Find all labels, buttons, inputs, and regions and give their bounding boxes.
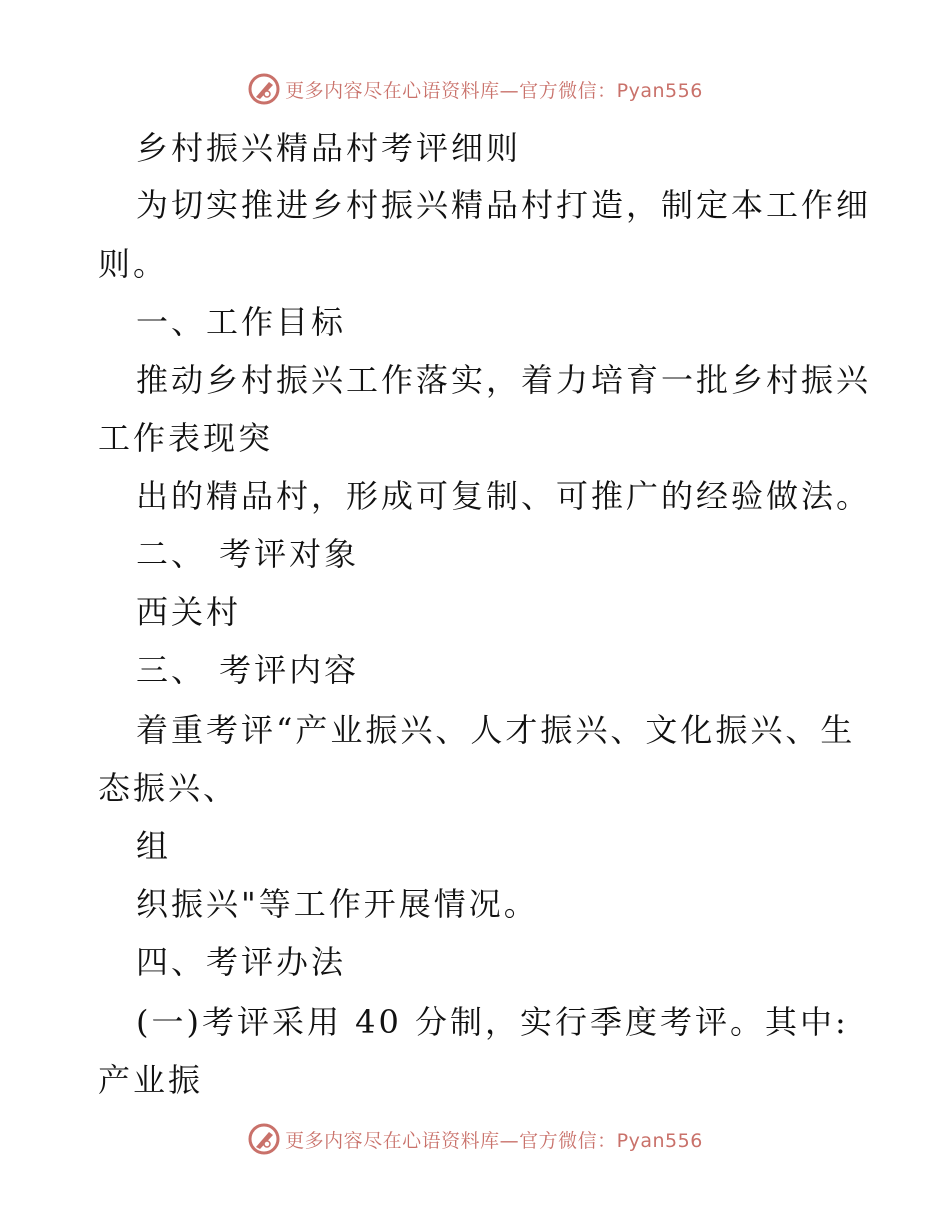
document-title: 乡村振兴精品村考评细则 <box>136 129 522 167</box>
paragraph-line: 着重考评“产业振兴、人才振兴、文化振兴、生 <box>136 711 856 749</box>
paragraph-line: 为切实推进乡村振兴精品村打造，制定本工作细 <box>136 186 872 224</box>
paragraph-line: 工作表现突 <box>98 419 274 457</box>
brush-logo-icon <box>247 72 281 106</box>
paragraph-line: (一)考评采用 40 分制，实行季度考评。其中: <box>136 1003 849 1041</box>
paragraph-line: 组 <box>136 827 172 865</box>
watermark-footer <box>0 1122 950 1156</box>
section-heading: 三、 考评内容 <box>136 651 360 689</box>
watermark-text: 更多内容尽在心语资料库—官方微信：Pyan556 <box>285 1129 703 1152</box>
watermark-header <box>0 72 950 106</box>
section-heading: 四、考评办法 <box>136 943 347 981</box>
paragraph-line: 产业振 <box>98 1061 204 1099</box>
paragraph-line: 态振兴、 <box>98 769 239 807</box>
paragraph-line: 则。 <box>98 245 169 283</box>
paragraph-line: 出的精品村，形成可复制、可推广的经验做法。 <box>136 477 872 515</box>
watermark-text: 更多内容尽在心语资料库—官方微信：Pyan556 <box>285 79 703 102</box>
section-heading: 一、工作目标 <box>136 303 347 341</box>
brush-logo-icon <box>247 1122 281 1156</box>
paragraph-line: 织振兴"等工作开展情况。 <box>136 885 539 923</box>
section-heading: 二、 考评对象 <box>136 535 360 573</box>
paragraph-line: 西关村 <box>136 593 242 631</box>
paragraph-line: 推动乡村振兴工作落实，着力培育一批乡村振兴 <box>136 361 872 399</box>
